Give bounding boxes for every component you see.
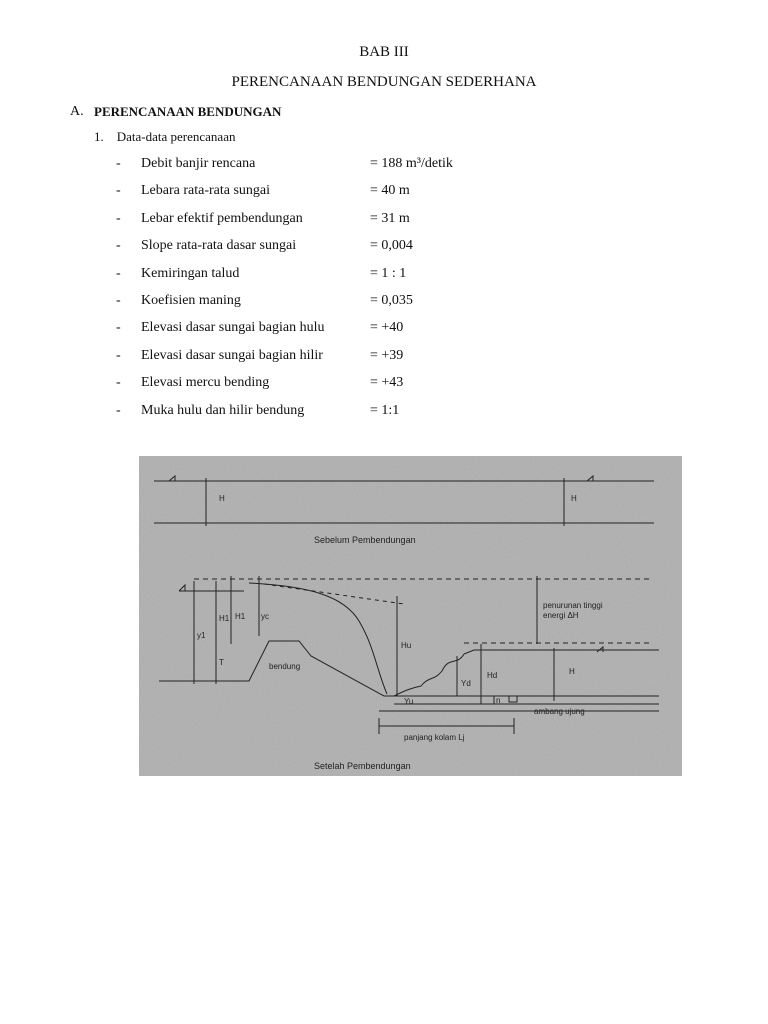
data-value: = 31 m	[370, 210, 410, 226]
label-h-top-left: H	[219, 494, 225, 503]
data-value: = 1 : 1	[370, 265, 407, 281]
label-t: T	[219, 658, 224, 667]
data-value: = +39	[370, 347, 404, 363]
data-row	[0, 403, 768, 423]
data-label: Kemiringan talud	[141, 265, 240, 281]
label-hu: Hu	[401, 641, 412, 650]
bullet-dash: -	[116, 238, 121, 254]
data-value: = 40 m	[370, 183, 410, 199]
data-value: = +43	[370, 375, 404, 391]
data-label: Elevasi dasar sungai bagian hulu	[141, 320, 325, 336]
label-hd: Hd	[487, 671, 498, 680]
label-h-top-right: H	[571, 494, 577, 503]
data-label: Elevasi dasar sungai bagian hilir	[141, 347, 323, 363]
label-h1-left: H1	[219, 614, 230, 623]
bullet-dash: -	[116, 375, 121, 391]
chapter-heading: BAB III	[359, 44, 409, 60]
data-value: = +40	[370, 320, 404, 336]
bullet-dash: -	[116, 183, 121, 199]
caption-after: Setelah Pembendungan	[314, 761, 411, 771]
data-label: Muka hulu dan hilir bendung	[141, 402, 305, 418]
data-row	[0, 183, 768, 203]
data-row	[0, 156, 768, 176]
data-label: Elevasi mercu bending	[141, 375, 270, 391]
data-label: Slope rata-rata dasar sungai	[141, 238, 297, 254]
label-yd: Yd	[461, 679, 471, 688]
data-label: Lebara rata-rata sungai	[141, 183, 271, 199]
data-row	[0, 320, 768, 340]
chapter-title: PERENCANAAN BENDUNGAN SEDERHANA	[231, 74, 537, 90]
label-bendung: bendung	[269, 662, 301, 671]
data-label: Debit banjir rencana	[141, 156, 256, 171]
label-penurunan: penurunan tinggi	[543, 601, 603, 610]
bullet-dash: -	[116, 210, 121, 226]
label-n: n	[496, 696, 501, 705]
bullet-dash: -	[116, 293, 121, 308]
bullet-dash: -	[116, 156, 121, 171]
label-yc: yc	[261, 612, 269, 621]
data-row	[0, 266, 768, 286]
label-h-right: H	[569, 667, 575, 676]
data-row	[0, 293, 768, 313]
data-row	[0, 348, 768, 368]
label-h1: H1	[235, 612, 246, 621]
data-value: = 1:1	[370, 402, 400, 418]
bullet-dash: -	[116, 320, 121, 336]
section-letter: A.	[70, 104, 84, 119]
data-label: Lebar efektif pembendungan	[141, 210, 303, 226]
label-yu: Yu	[404, 697, 414, 706]
label-ambang: ambang ujung	[534, 707, 585, 716]
data-row	[0, 211, 768, 231]
data-value: = 0,004	[370, 238, 413, 254]
data-value: = 188 m³/detik	[370, 156, 453, 171]
label-energi: energi ΔH	[543, 611, 579, 620]
label-y1: y1	[197, 631, 206, 640]
label-panjang: panjang kolam Lj	[404, 733, 465, 742]
caption-before: Sebelum Pembendungan	[314, 535, 416, 545]
data-row	[0, 375, 768, 395]
bullet-dash: -	[116, 402, 121, 418]
section-title: PERENCANAAN BENDUNGAN	[94, 104, 282, 119]
weir-diagram	[139, 456, 682, 776]
bullet-dash: -	[116, 265, 121, 281]
subsection-title: 1. Data-data perencanaan	[94, 129, 236, 144]
bullet-dash: -	[116, 347, 121, 363]
data-label: Koefisien maning	[141, 293, 241, 308]
data-value: = 0,035	[370, 293, 413, 308]
data-row	[0, 238, 768, 258]
